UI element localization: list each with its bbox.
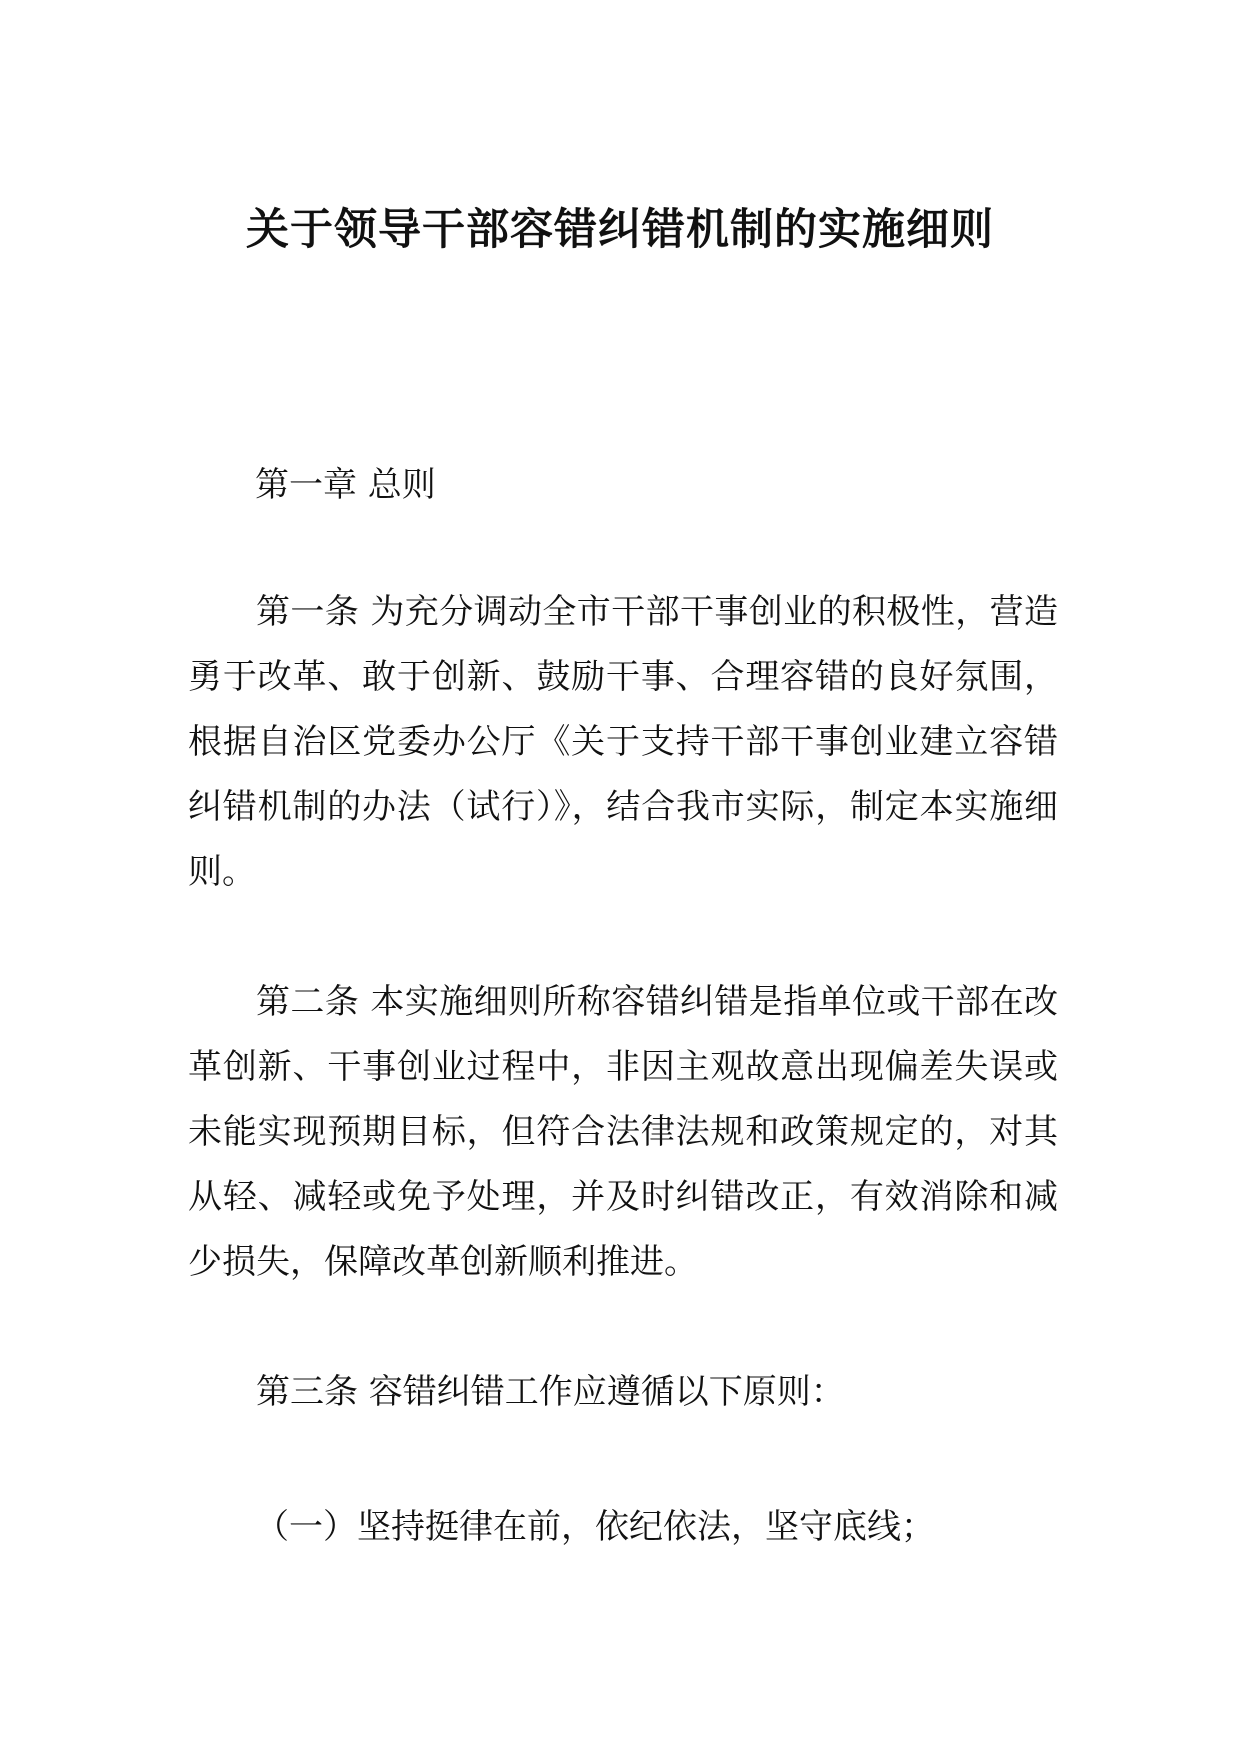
- document-title: 关于领导干部容错纠错机制的实施细则: [246, 205, 994, 255]
- article-1: 第一条 为充分调动全市干部干事创业的积极性，营造勇于改革、敢于创新、鼓励干事、合理容错的良好氛围，根据自治区党委办公厅《关于支持干部干事创业建立容错纠错机制的办法（试行）》，结合我市实际，制定本实施细则。: [188, 592, 1058, 892]
- chapter-heading: 第一章 总则: [255, 465, 436, 505]
- principle-item-1: （一）坚持挺律在前，依纪依法，坚守底线；: [255, 1507, 935, 1547]
- article-2: 第二条 本实施细则所称容错纠错是指单位或干部在改革创新、干事创业过程中，非因主观故意出现偏差失误或未能实现预期目标，但符合法律法规和政策规定的，对其从轻、减轻或免予处理，并及时纠错改正，有效消除和减少损失，保障改革创新顺利推进。: [188, 982, 1058, 1282]
- article-3: 第三条 容错纠错工作应遵循以下原则：: [256, 1372, 845, 1412]
